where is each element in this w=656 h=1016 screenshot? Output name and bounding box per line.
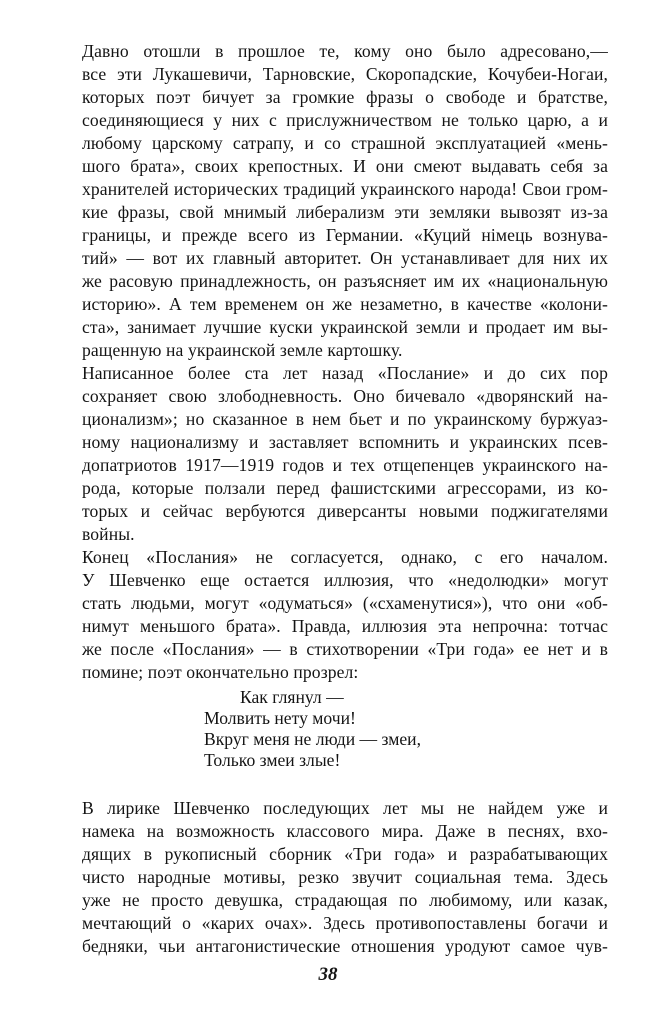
- verse-line: Молвить нету мочи!: [204, 708, 356, 728]
- text-line: У Шевченко еще остается иллюзия, что «недолюдки» могут: [82, 570, 608, 590]
- text-line: которых поэт бичует за громкие фразы о свободе и братстве,: [82, 87, 608, 107]
- text-line: Конец «Послания» не согласуется, однако, с его началом.: [82, 547, 608, 567]
- text-line: стать людьми, могут «одуматься» («схаменутися»), что они «об-: [82, 593, 608, 613]
- text-line: нимут меньшого брата». Правда, иллюзия эта непрочна: тотчас: [82, 616, 608, 636]
- text-line: Написанное более ста лет назад «Послание» и до сих пор: [82, 363, 608, 383]
- text-line: уже не просто девушка, страдающая по любимому, или казак,: [82, 890, 608, 910]
- text-line: сохраняет свою злободневность. Оно бичевало «дворянский на-: [82, 386, 608, 406]
- text-line: ному национализму и заставляет вспомнить и украинских псев-: [82, 432, 608, 452]
- text-line: тий» — вот их главный авторитет. Он устанавливает для них их: [82, 248, 608, 268]
- text-line: допатриотов 1917—1919 годов и тех отщепенцев украинского на-: [82, 455, 608, 475]
- text-line: бедняки, чьи антагонистические отношения уродуют самое чув-: [82, 936, 608, 956]
- verse-line: Вкруг меня не люди — змеи,: [204, 729, 421, 749]
- text-line: В лирике Шевченко последующих лет мы не найдем уже и: [82, 798, 608, 818]
- text-line: же после «Послания» — в стихотворении «Три года» ее нет и в: [82, 639, 608, 659]
- text-line: дящих в рукописный сборник «Три года» и разрабатывающих: [82, 844, 608, 864]
- text-line: соединяющиеся у них с прислужничеством не только царю, а и: [82, 110, 608, 130]
- text-line: хранителей исторических традиций украинского народа! Свои гром-: [82, 179, 608, 199]
- verse-line: Как глянул —: [240, 687, 344, 707]
- text-line: Давно отошли в прошлое те, кому оно было адресовано,—: [82, 41, 608, 61]
- text-line: чисто народные мотивы, резко звучит социальная тема. Здесь: [82, 867, 608, 887]
- page-number: 38: [318, 964, 338, 985]
- text-line: все эти Лукашевичи, Тарновские, Скоропадские, Кочубеи-Ногаи,: [82, 64, 608, 84]
- text-line: помине; поэт окончательно прозрел:: [82, 662, 359, 682]
- text-line: намека на возможность классового мира. Даже в песнях, вхо-: [82, 821, 608, 841]
- text-line: торых и сейчас вербуются диверсанты новыми поджигателями: [82, 501, 608, 521]
- text-line: войны.: [82, 524, 135, 544]
- text-line: историю». А тем временем он же незаметно, в качестве «колони-: [82, 294, 608, 314]
- text-line: мечтающий о «карих очах». Здесь противопоставлены богачи и: [82, 913, 608, 933]
- text-line: кие фразы, свой мнимый либерализм эти земляки вывозят из-за: [82, 202, 608, 222]
- text-line: любому царскому сатрапу, и со страшной эксплуатацией «мень-: [82, 133, 608, 153]
- text-line: границы, и прежде всего из Германии. «Куций німець вознува-: [82, 225, 608, 245]
- verse-line: Только змеи злые!: [204, 750, 341, 770]
- text-line: шого брата», своих крепостных. И они смеют выдавать себя за: [82, 156, 608, 176]
- text-line: ращенную на украинской земле картошку.: [82, 340, 403, 360]
- text-line: ста», занимает лучшие куски украинской земли и продает им вы-: [82, 317, 608, 337]
- text-line: ционализм»; но сказанное в нем бьет и по украинскому буржуаз-: [82, 409, 608, 429]
- text-line: рода, которые ползали перед фашистскими агрессорами, из ко-: [82, 478, 608, 498]
- text-line: же расовую принадлежность, он разъясняет им их «национальную: [82, 271, 608, 291]
